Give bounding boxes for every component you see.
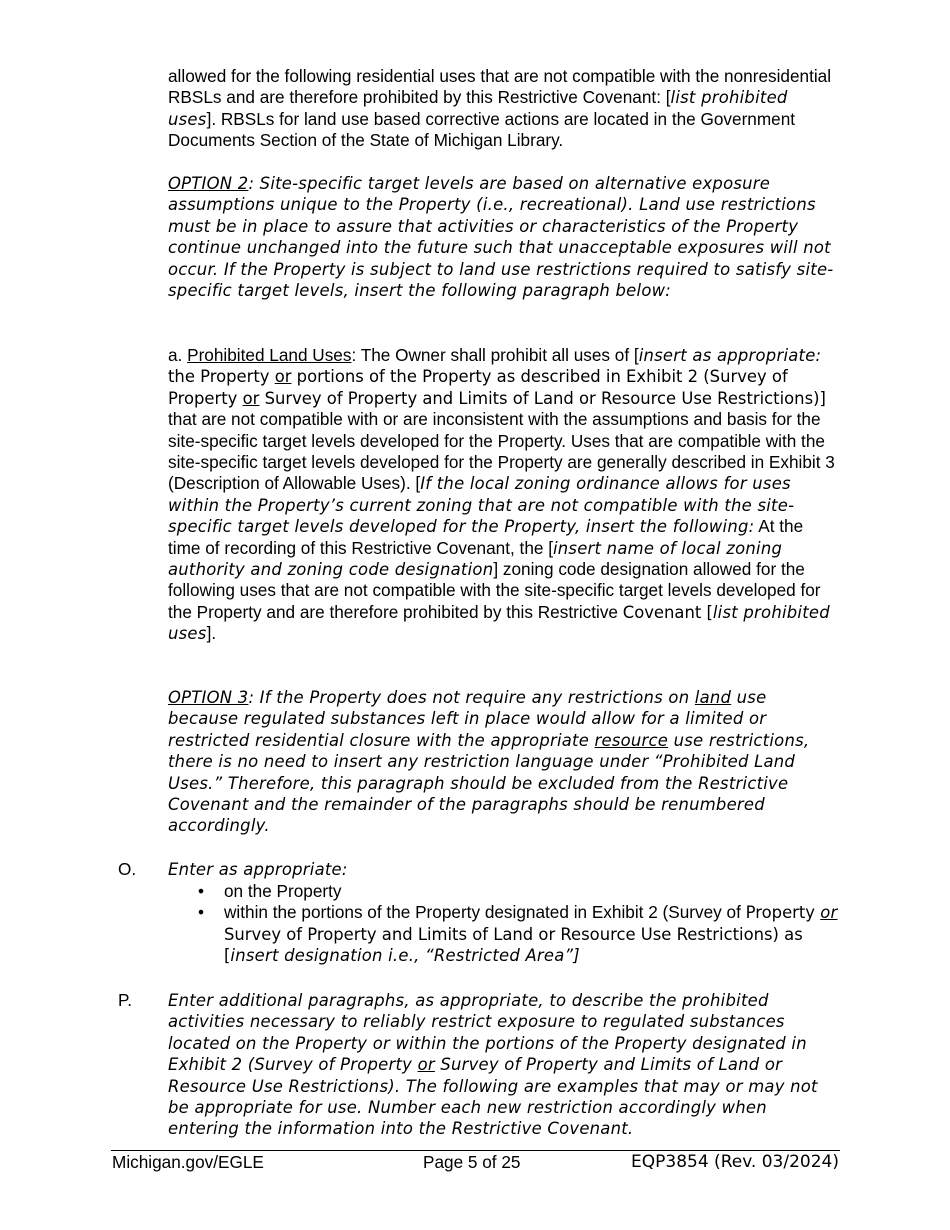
bullet-icon: • [198, 902, 205, 923]
footer-form-number: EQP3854 (Rev. 03/2024) [631, 1152, 839, 1172]
paragraph-option-2: OPTION 2: Site-specific target levels are based on alternative exposure assumptions unique to the Property (i.e., recreational). Land use restrictions must be in place to assure that activities or characteristics of the Property continue unchanged into the future such that unacceptable exposures will not occur. If the Property is subject to land use restrictions required to satisfy site-specific target levels, insert the following paragraph below: [168, 174, 834, 301]
section-p-letter: P. [118, 990, 133, 1010]
option-3-label: OPTION 3 [168, 688, 249, 707]
section-o-letter: O. [118, 859, 137, 879]
section-o-intro: Enter as appropriate: [168, 860, 348, 879]
prohibited-land-uses-heading: Prohibited Land Uses [187, 345, 352, 365]
list-item: • on the Property [198, 881, 342, 901]
paragraph-option-3: OPTION 3: If the Property does not require any restrictions on land use because regulated substances left in place would allow for a limited or restricted residential closure with the appropriate resource use restrictions, there is no need to insert any restriction language under “Prohibited Land Uses.” Therefore, this paragraph should be excluded from the Restrictive Covenant and the remainder of the paragraphs should be renumbered accordingly. [168, 688, 810, 836]
option-2-label: OPTION 2 [168, 174, 249, 193]
section-p-text: Enter additional paragraphs, as appropriate, to describe the prohibited activities necessary to reliably restrict exposure to regulated substances located on the Property or within the portions of the Property designated in Exhibit 2 (Survey of Property or Survey of Property and Limits of Land or Resource Use Restrictions). The following are examples that may or may not be appropriate for use. Number each new restriction accordingly when entering the information into the Restrictive Covenant. [168, 991, 818, 1139]
paragraph-residential-uses: allowed for the following residential uses that are not compatible with the nonresidential RBSLs and are therefore prohibited by this Restrictive Covenant: [list prohibited uses]. RBSLs for land use based corrective actions are located in the Government Documents Section of the State of Michigan Library. [168, 66, 832, 151]
list-item: • within the portions of the Property designated in Exhibit 2 (Survey of Property or Survey of Property and Limits of Land or Resource Use Restrictions) as [insert designation i.e., “Restricted Area”] [198, 902, 838, 966]
section-o-bullet-list [168, 881, 840, 967]
bullet-icon: • [198, 881, 205, 901]
footer-divider [111, 1150, 840, 1151]
paragraph-prohibited-land-uses: a. Prohibited Land Uses: The Owner shall prohibit all uses of [insert as appropriate: the Property or portions of the Property as described in Exhibit 2 (Survey of Property or Survey of Property and Limits of Land or Resource Use Restrictions)] that are not compatible with or are inconsistent with the assumptions and basis for the site-specific target levels developed for the Property. Uses that are compatible with the site-specific target levels developed for the Property are generally described in Exhibit 3 (Description of Allowable Uses). [If the local zoning ordinance allows for uses within the Property’s current zoning that are not compatible with the site-specific target levels developed for the Property, insert the following: At the time of recording of this Restrictive Covenant, the [insert name of local zoning authority and zoning code designation] zoning code designation allowed for the following uses that are not compatible with the site-specific target levels developed for the Property and are therefore prohibited by this Restrictive Covenant [list prohibited uses]. [168, 345, 835, 644]
footer-page-number: Page 5 of 25 [423, 1152, 521, 1172]
footer-site: Michigan.gov/EGLE [112, 1152, 264, 1172]
